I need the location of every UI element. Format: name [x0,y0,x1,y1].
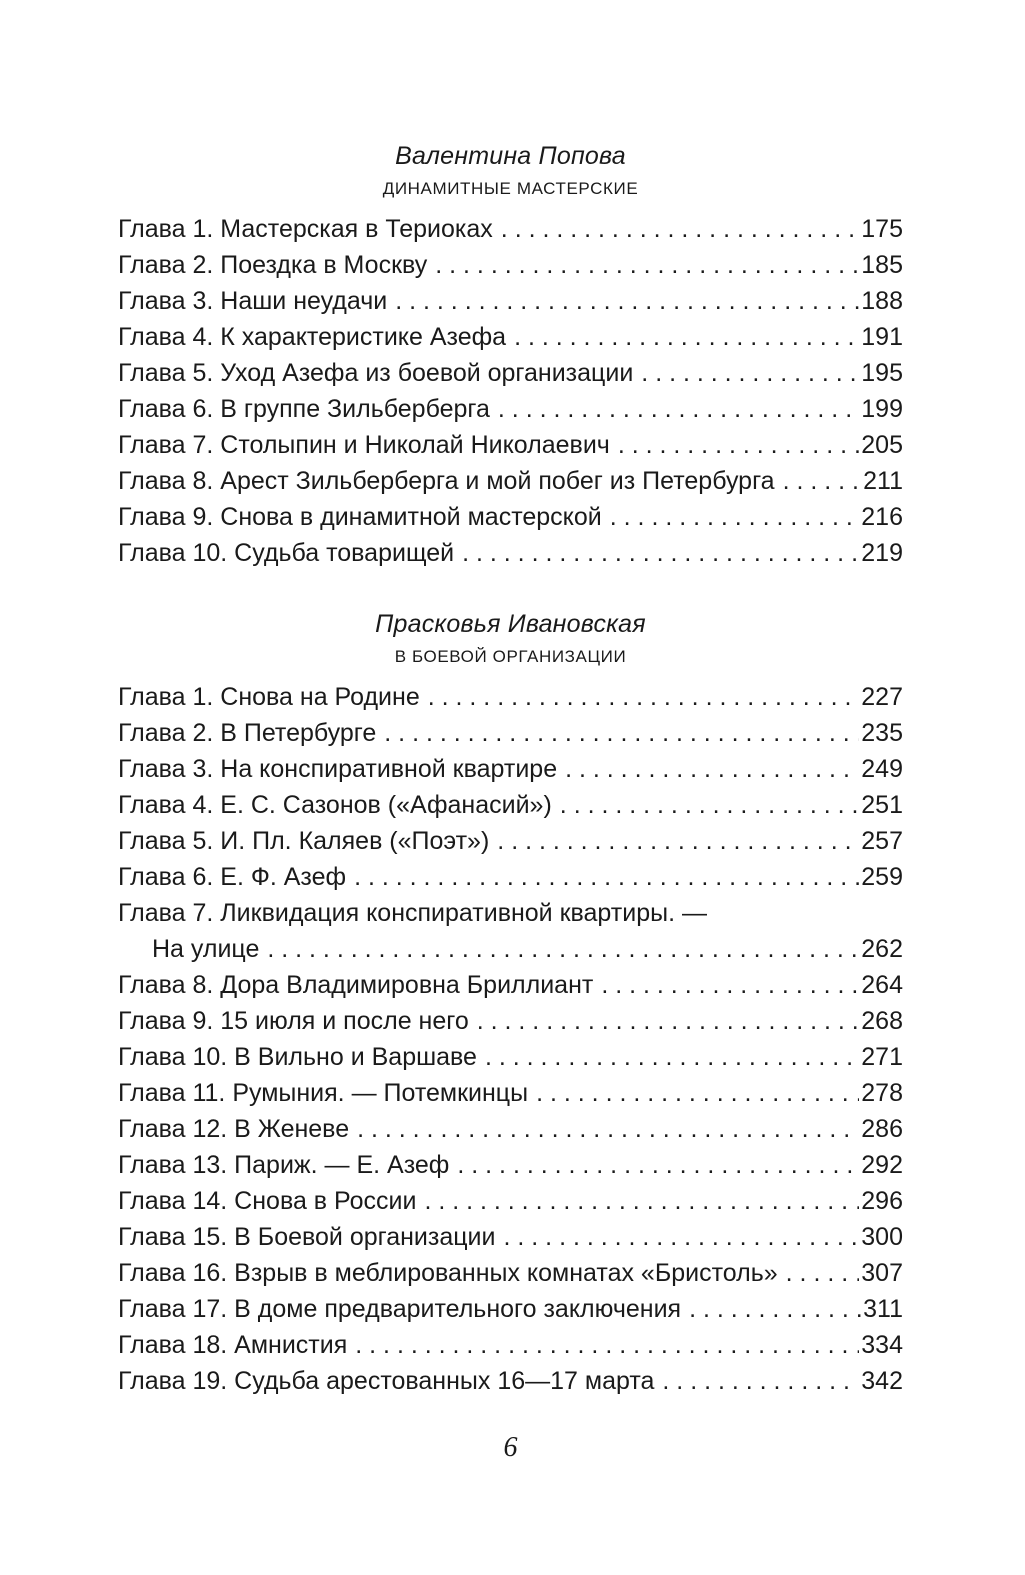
entry-page: 264 [861,971,903,999]
toc-entry[interactable] [118,427,903,463]
toc-entry[interactable] [118,1039,903,1075]
toc-entry[interactable] [118,1075,903,1111]
entry-title: Глава 2. Поездка в Москву [118,251,428,279]
toc-entry[interactable] [118,211,903,247]
entry-page: 271 [861,1043,903,1071]
leader-dots [347,1327,859,1363]
leader-dots [259,931,859,967]
entry-page: 251 [861,791,903,819]
toc-list [118,211,903,571]
leader-dots [778,1255,860,1291]
leader-dots [496,1219,860,1255]
toc-entry[interactable] [118,319,903,355]
entry-page: 278 [861,1079,903,1107]
entry-title: Глава 6. Е. Ф. Азеф [118,863,347,891]
toc-entry[interactable] [118,859,903,895]
toc-entry[interactable] [118,535,903,571]
leader-dots [493,211,859,247]
toc-entry[interactable] [118,715,903,751]
leader-dots [454,535,859,571]
entry-page: 292 [861,1151,903,1179]
entry-title: Глава 11. Румыния. — Потемкинцы [118,1079,529,1107]
entry-title: Глава 10. В Вильно и Варшаве [118,1043,477,1071]
entry-title: Глава 9. Снова в динамитной мастерской [118,503,602,531]
toc-entry[interactable] [118,463,903,499]
section-author: Прасковья Ивановская [375,610,646,638]
entry-title: Глава 5. И. Пл. Каляев («Поэт») [118,827,490,855]
entry-title: Глава 8. Арест Зильберберга и мой побег из Петербурга [118,467,775,495]
entry-title: Глава 6. В группе Зильберберга [118,395,490,423]
toc-list [118,679,903,1399]
entry-title-continuation: На улице [152,935,260,963]
leader-dots [376,715,859,751]
toc-section-ivanovskaya [118,606,903,1399]
toc-entry[interactable] [118,1111,903,1147]
entry-title: Глава 15. В Боевой организации [118,1223,496,1251]
section-title: ДИНАМИТНЫЕ МАСТЕРСКИЕ [382,179,639,198]
leader-dots [346,859,859,895]
entry-page: 211 [863,467,903,495]
toc-entry[interactable] [118,1003,903,1039]
leader-dots [775,463,862,499]
entry-page: 188 [861,287,903,315]
entry-page: 268 [861,1007,903,1035]
leader-dots [449,1147,859,1183]
toc-entry[interactable] [118,1363,903,1399]
toc-entry[interactable] [118,1291,903,1327]
leader-dots [681,1291,861,1327]
section-author: Валентина Попова [395,142,626,170]
leader-dots [387,283,859,319]
entry-title: Глава 16. Взрыв в меблированных комнатах «Бристоль» [118,1259,778,1287]
entry-page: 199 [861,395,903,423]
entry-page: 342 [861,1367,903,1395]
entry-page: 300 [861,1223,903,1251]
entry-page: 235 [861,719,903,747]
entry-page: 185 [861,251,903,279]
leader-dots [489,823,859,859]
leader-dots [610,427,859,463]
toc-entry[interactable] [118,1147,903,1183]
entry-title: Глава 4. К характеристике Азефа [118,323,507,351]
entry-page: 195 [861,359,903,387]
toc-entry[interactable] [118,499,903,535]
leader-dots [490,391,859,427]
leader-dots [557,751,859,787]
toc-entry[interactable] [118,787,903,823]
toc-entry[interactable] [118,751,903,787]
leader-dots [602,499,860,535]
entry-title: Глава 10. Судьба товарищей [118,539,455,567]
toc-entry[interactable] [118,1219,903,1255]
toc-page [118,0,903,1575]
entry-title: Глава 3. Наши неудачи [118,287,388,315]
leader-dots [420,679,860,715]
toc-section-popova [118,138,903,571]
entry-page: 175 [861,215,903,243]
entry-title: Глава 4. Е. С. Сазонов («Афанасий») [118,791,552,819]
leader-dots [469,1003,860,1039]
leader-dots [477,1039,859,1075]
entry-page: 286 [861,1115,903,1143]
leader-dots [416,1183,859,1219]
entry-page: 219 [861,539,903,567]
entry-page: 205 [861,431,903,459]
entry-page: 227 [861,683,903,711]
entry-page: 296 [861,1187,903,1215]
entry-page: 216 [861,503,903,531]
toc-entry[interactable] [118,895,903,967]
entry-title: Глава 13. Париж. — Е. Азеф [118,1151,450,1179]
toc-entry[interactable] [118,1255,903,1291]
leader-dots [654,1363,859,1399]
entry-title: Глава 5. Уход Азефа из боевой организации [118,359,634,387]
entry-page: 249 [861,755,903,783]
toc-entry[interactable] [118,967,903,1003]
leader-dots [633,355,859,391]
entry-continuation-line [118,931,903,967]
entry-title: Глава 18. Амнистия [118,1331,348,1359]
toc-entry[interactable] [118,679,903,715]
toc-entry[interactable] [118,247,903,283]
entry-title: Глава 2. В Петербурге [118,719,377,747]
entry-title: Глава 1. Мастерская в Териоках [118,215,493,243]
page-number: 6 [503,1432,518,1463]
entry-page: 311 [863,1295,903,1323]
entry-title: Глава 17. В доме предварительного заключения [118,1295,682,1323]
entry-title: Глава 12. В Женеве [118,1115,350,1143]
toc-entry[interactable] [118,355,903,391]
entry-page: 257 [861,827,903,855]
entry-page: 262 [861,935,903,963]
entry-title: Глава 14. Снова в России [118,1187,417,1215]
leader-dots [427,247,859,283]
toc-entry[interactable] [118,391,903,427]
entry-title: Глава 8. Дора Владимировна Бриллиант [118,971,594,999]
entry-title: Глава 7. Столыпин и Николай Николаевич [118,431,610,459]
toc-entry[interactable] [118,283,903,319]
entry-page: 191 [861,323,903,351]
toc-entry[interactable] [118,823,903,859]
entry-title: Глава 3. На конспиративной квартире [118,755,558,783]
entry-title: Глава 9. 15 июля и после него [118,1007,469,1035]
entry-page: 334 [861,1331,903,1359]
entry-title: Глава 1. Снова на Родине [118,683,420,711]
toc-entry[interactable] [118,1183,903,1219]
leader-dots [506,319,859,355]
leader-dots [349,1111,859,1147]
entry-title: Глава 19. Судьба арестованных 16—17 марта [118,1367,655,1395]
section-title: В БОЕВОЙ ОРГАНИЗАЦИИ [394,647,627,666]
toc-entry[interactable] [118,1327,903,1363]
leader-dots [593,967,859,1003]
leader-dots [552,787,859,823]
entry-page: 259 [861,863,903,891]
entry-page: 307 [861,1259,903,1287]
entry-title: Глава 7. Ликвидация конспиративной квартиры. — [118,899,707,927]
leader-dots [528,1075,859,1111]
